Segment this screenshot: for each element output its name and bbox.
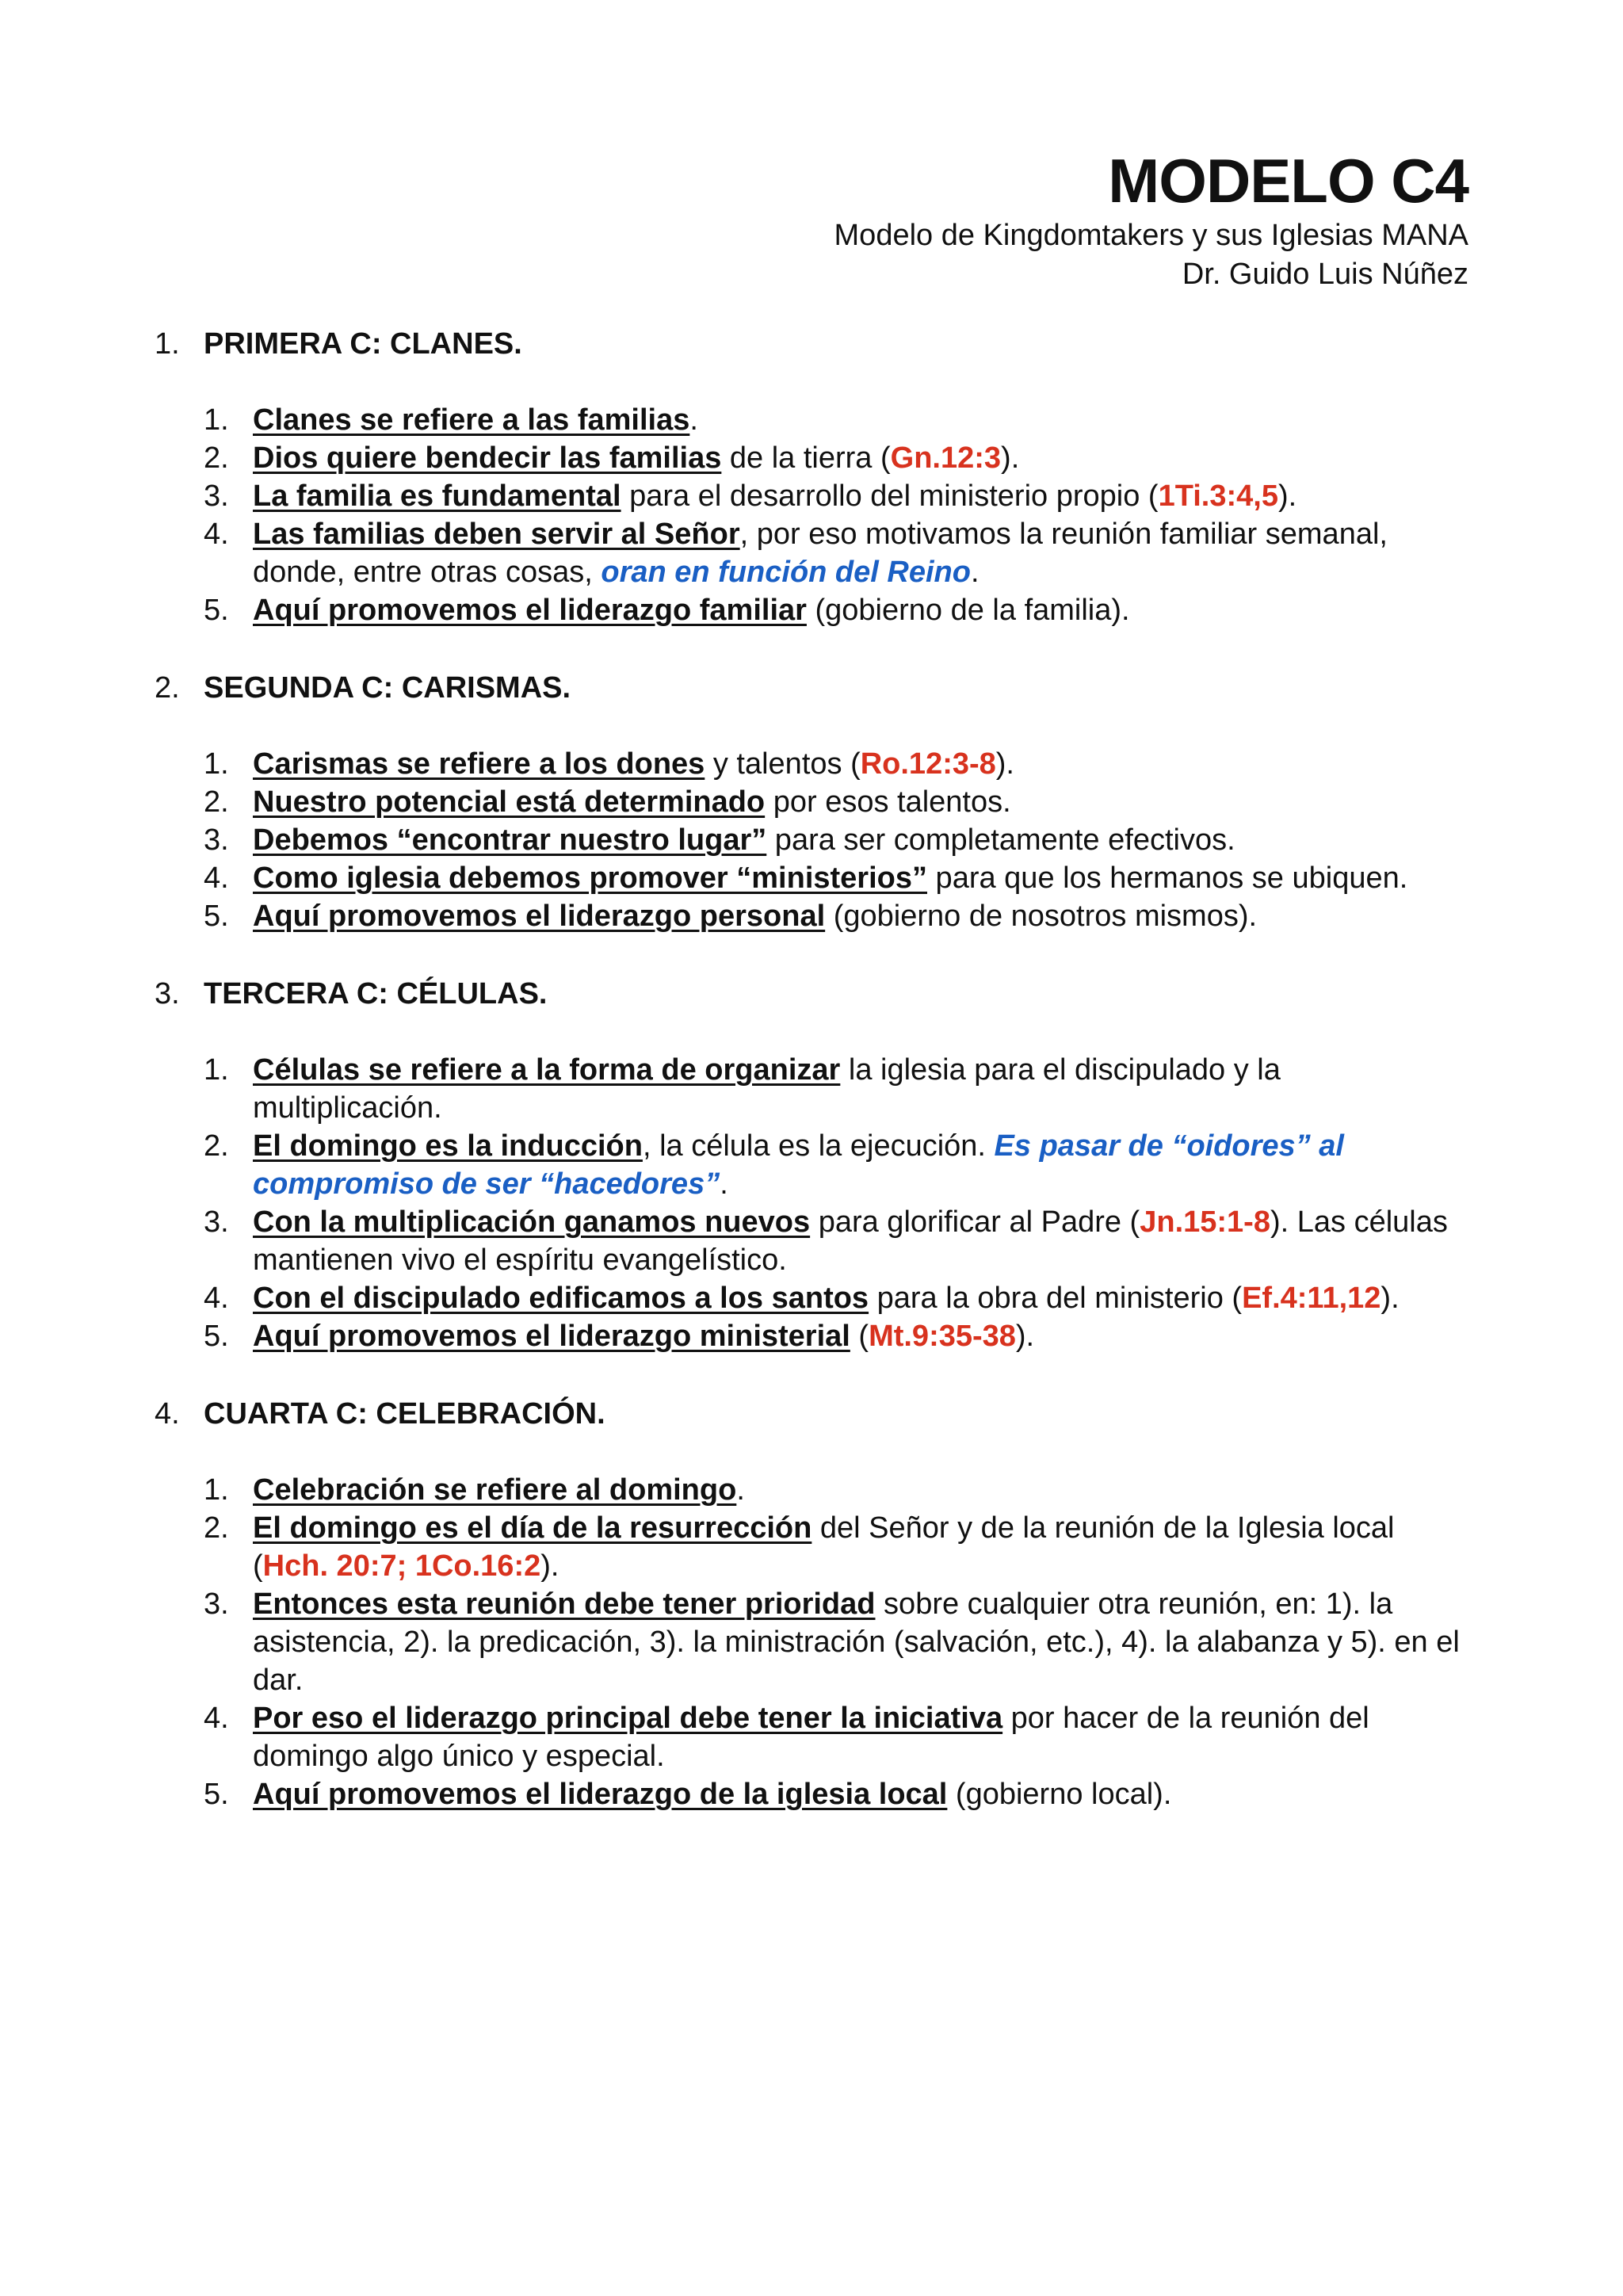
list-item-number: 5. <box>204 1778 229 1811</box>
body-text: . <box>970 556 980 589</box>
scripture-reference: Jn.15:1-8 <box>1140 1205 1270 1239</box>
key-phrase: Clanes se refiere a las familias <box>253 403 690 437</box>
body-text: (gobierno de la familia). <box>806 594 1130 627</box>
section-item-list <box>204 401 1470 629</box>
body-text: la iglesia para el discipulado y la multiplicación. <box>253 1053 1281 1125</box>
list-item-number: 2. <box>204 1511 229 1545</box>
scripture-reference: Hch. 20:7; 1Co.16:2 <box>262 1549 541 1583</box>
section-item-list <box>204 1471 1470 1813</box>
body-text: para ser completamente efectivos. <box>766 823 1235 857</box>
key-phrase: Con la multiplicación ganamos nuevos <box>253 1205 811 1239</box>
body-text: y talentos ( <box>705 747 861 781</box>
body-text: (gobierno local). <box>947 1778 1172 1811</box>
list-item <box>204 859 1470 897</box>
key-phrase: Aquí promovemos el liderazgo ministerial <box>253 1320 850 1353</box>
scripture-reference: Gn.12:3 <box>890 441 1002 475</box>
key-phrase: Con el discipulado edificamos a los santos <box>253 1282 869 1315</box>
list-item-number: 4. <box>204 861 229 895</box>
body-text: ). Las células mantienen vivo el espíritu evangelístico. <box>253 1205 1448 1277</box>
list-item-number: 4. <box>204 518 229 551</box>
key-phrase: Entonces esta reunión debe tener prioridad <box>253 1587 876 1621</box>
body-text: ). <box>1381 1282 1400 1315</box>
body-text: por hacer de la reunión del domingo algo único y especial. <box>253 1702 1369 1773</box>
list-item <box>204 591 1470 629</box>
list-item-number: 5. <box>204 900 229 933</box>
list-item-number: 4. <box>204 1702 229 1735</box>
key-phrase: Aquí promovemos el liderazgo personal <box>253 900 826 933</box>
list-item <box>204 1509 1470 1585</box>
list-item <box>204 897 1470 935</box>
list-item-number: 1. <box>204 403 229 437</box>
body-text: ). <box>995 747 1014 781</box>
emphasis-text: oran en función del Reino <box>601 556 971 589</box>
list-item <box>204 401 1470 439</box>
emphasis-text: Es pasar de “oidores” al compromiso de ser “hacedores” <box>253 1129 1344 1201</box>
document-body <box>155 325 1470 1853</box>
list-item <box>204 1699 1470 1775</box>
key-phrase: Células se refiere a la forma de organizar <box>253 1053 841 1087</box>
key-phrase: Carismas se refiere a los dones <box>253 747 705 781</box>
key-phrase: Celebración se refiere al domingo <box>253 1473 737 1507</box>
list-item <box>204 1585 1470 1699</box>
document-title: MODELO C4 <box>1108 146 1468 216</box>
list-item <box>204 1471 1470 1509</box>
body-text: ). <box>1277 479 1297 513</box>
section-title: SEGUNDA C: CARISMAS. <box>204 671 571 705</box>
document-header <box>834 145 1468 294</box>
body-text: . <box>736 1473 745 1507</box>
scripture-reference: Mt.9:35-38 <box>869 1320 1016 1353</box>
list-item-number: 1. <box>204 1053 229 1087</box>
section-number: 3. <box>155 977 180 1010</box>
key-phrase: Como iglesia debemos promover “ministerios” <box>253 861 927 895</box>
list-item-number: 5. <box>204 594 229 627</box>
key-phrase: Nuestro potencial está determinado <box>253 785 766 819</box>
list-item-number: 2. <box>204 441 229 475</box>
list-item <box>204 477 1470 515</box>
key-phrase: Aquí promovemos el liderazgo de la iglesia local <box>253 1778 948 1811</box>
key-phrase: El domingo es la inducción <box>253 1129 643 1163</box>
body-text: ). <box>540 1549 559 1583</box>
scripture-reference: Ro.12:3-8 <box>860 747 996 781</box>
body-text: ). <box>1001 441 1020 475</box>
body-text: . <box>689 403 698 437</box>
list-item-number: 4. <box>204 1282 229 1315</box>
key-phrase: Dios quiere bendecir las familias <box>253 441 722 475</box>
body-text: (gobierno de nosotros mismos). <box>825 900 1258 933</box>
list-item <box>204 1279 1470 1317</box>
section-item-list <box>204 745 1470 935</box>
list-item-number: 1. <box>204 747 229 781</box>
list-item <box>204 821 1470 859</box>
body-text: de la tierra ( <box>721 441 891 475</box>
list-item <box>204 1317 1470 1355</box>
body-text: del Señor y de la reunión de la Iglesia local ( <box>253 1511 1395 1583</box>
section-title: PRIMERA C: CLANES. <box>204 327 522 361</box>
list-item <box>204 745 1470 783</box>
body-text: para el desarrollo del ministerio propio ( <box>621 479 1159 513</box>
body-text: para que los hermanos se ubiquen. <box>927 861 1408 895</box>
section-2 <box>155 669 1470 935</box>
body-text: para la obra del ministerio ( <box>869 1282 1243 1315</box>
body-text: por esos talentos. <box>765 785 1011 819</box>
key-phrase: El domingo es el día de la resurrección <box>253 1511 812 1545</box>
list-item <box>204 1775 1470 1813</box>
key-phrase: La familia es fundamental <box>253 479 621 513</box>
section-number: 1. <box>155 327 180 361</box>
section-number: 2. <box>155 671 180 705</box>
key-phrase: Por eso el liderazgo principal debe tener la iniciativa <box>253 1702 1003 1735</box>
list-item-number: 3. <box>204 1205 229 1239</box>
list-item <box>204 1127 1470 1203</box>
list-item-number: 5. <box>204 1320 229 1353</box>
body-text: sobre cualquier otra reunión, en: 1). la asistencia, 2). la predicación, 3). la ministración (salvación, etc.), 4). la alabanza y 5). en el dar. <box>253 1587 1460 1697</box>
body-text: ( <box>850 1320 869 1353</box>
key-phrase: Las familias deben servir al Señor <box>253 518 740 551</box>
body-text: , por eso motivamos la reunión familiar semanal, donde, entre otras cosas, <box>253 518 1388 589</box>
list-item-number: 2. <box>204 785 229 819</box>
document-subtitle: Modelo de Kingdomtakers y sus Iglesias MANA <box>834 219 1468 252</box>
key-phrase: Aquí promovemos el liderazgo familiar <box>253 594 807 627</box>
section-3 <box>155 975 1470 1355</box>
list-item <box>204 515 1470 591</box>
section-title: CUARTA C: CELEBRACIÓN. <box>204 1397 605 1431</box>
list-item-number: 3. <box>204 823 229 857</box>
body-text: , la célula es la ejecución. <box>642 1129 995 1163</box>
document-author: Dr. Guido Luis Núñez <box>1182 258 1468 291</box>
scripture-reference: Ef.4:11,12 <box>1242 1282 1381 1315</box>
section-title: TERCERA C: CÉLULAS. <box>204 977 548 1010</box>
body-text: para glorificar al Padre ( <box>810 1205 1140 1239</box>
list-item <box>204 1051 1470 1127</box>
section-4 <box>155 1395 1470 1813</box>
key-phrase: Debemos “encontrar nuestro lugar” <box>253 823 767 857</box>
list-item <box>204 439 1470 477</box>
list-item-number: 1. <box>204 1473 229 1507</box>
section-1 <box>155 325 1470 629</box>
section-item-list <box>204 1051 1470 1355</box>
list-item-number: 3. <box>204 479 229 513</box>
list-item <box>204 1203 1470 1279</box>
list-item <box>204 783 1470 821</box>
section-number: 4. <box>155 1397 180 1431</box>
body-text: ). <box>1015 1320 1035 1353</box>
body-text: . <box>720 1167 728 1201</box>
list-item-number: 2. <box>204 1129 229 1163</box>
list-item-number: 3. <box>204 1587 229 1621</box>
scripture-reference: 1Ti.3:4,5 <box>1158 479 1278 513</box>
